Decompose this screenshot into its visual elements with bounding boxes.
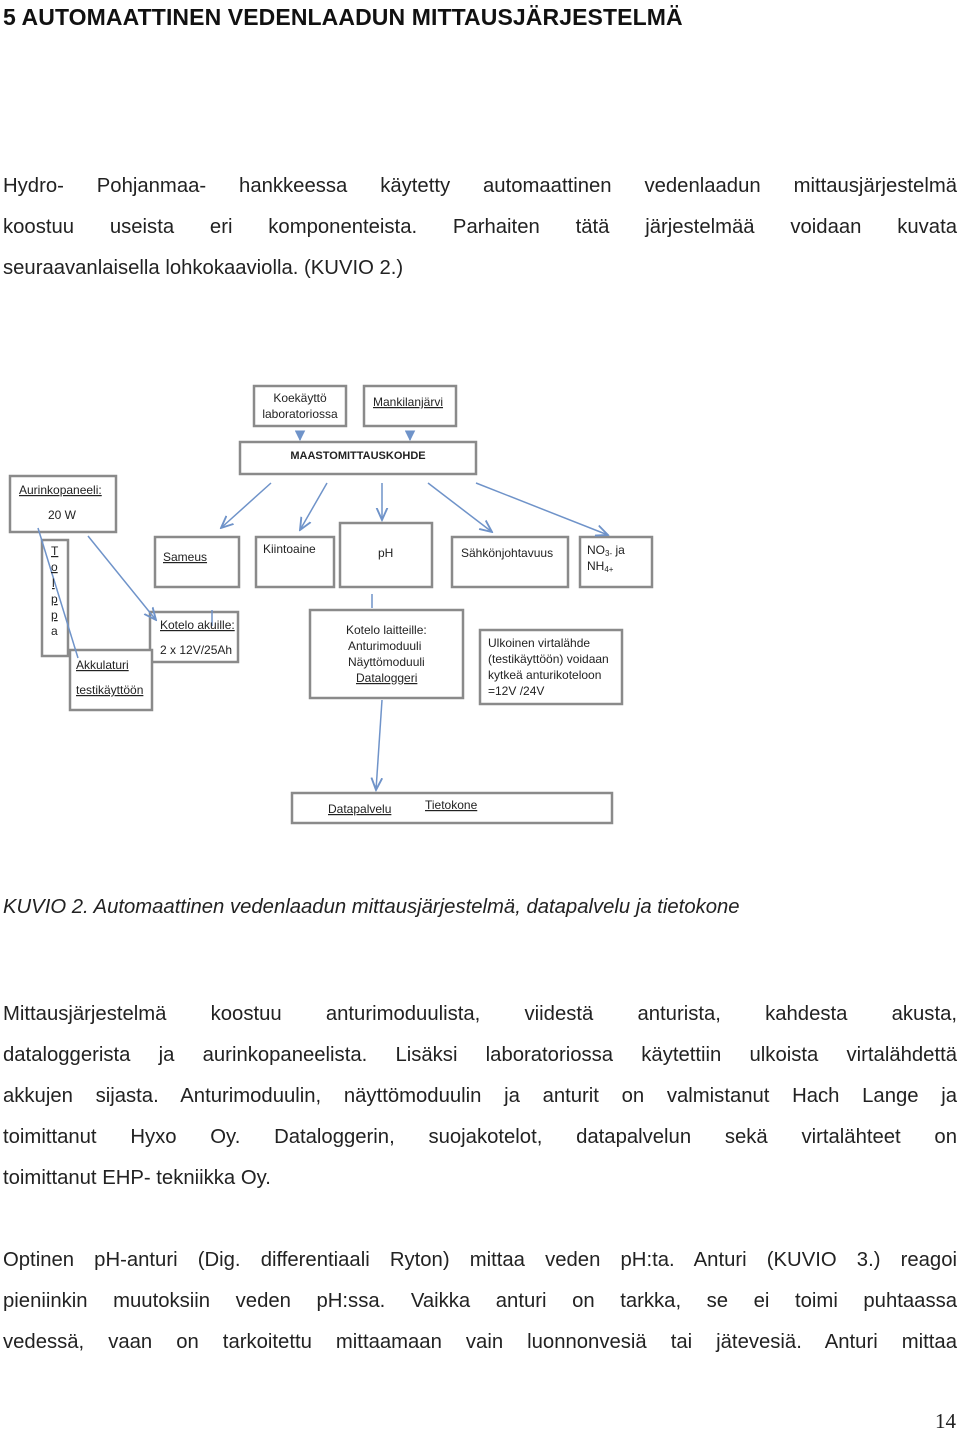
label-kotelo-akuille-2: 2 x 12V/25Ah [160, 643, 233, 657]
label-tolppa-0: T [51, 544, 59, 558]
label-nh4-prefix: NH [587, 559, 605, 573]
label-tolppa-2: l [52, 576, 55, 590]
label-koekaytto-2: laboratoriossa [262, 407, 338, 421]
arrow-to-kotelo-akuille [88, 536, 156, 620]
block-diagram [0, 380, 960, 830]
label-no3-sub: 3- [605, 549, 613, 558]
label-aurinkopaneeli-1: Aurinkopaneeli: [19, 483, 102, 497]
page-number: 14 [935, 1409, 956, 1433]
intro-line: Hydro- Pohjanmaa- hankkeessa käytetty automaattinen vedenlaadun mittausjärjestelmä [3, 175, 957, 197]
paragraph-components [3, 994, 957, 1199]
intro-paragraph [3, 166, 957, 289]
block-diagram-svg [0, 380, 960, 830]
section-heading: 5 AUTOMAATTINEN VEDENLAADUN MITTAUSJÄRJESTELMÄ [3, 4, 683, 30]
label-kotelo-laitteille-2: Anturimoduuli [348, 639, 422, 653]
box-sahkonjohtavuus [452, 537, 568, 587]
paragraph-line: vedessä, vaan on tarkoitettu mittaamaan vain luonnonvesiä tai jätevesiä. Anturi mittaa [3, 1331, 957, 1353]
arrow-to-kiintoaine [300, 483, 327, 530]
arrow-to-sahkonjohtavuus [428, 483, 492, 532]
paragraph-line: toimittanut Hyxo Oy. Dataloggerin, suojakotelot, datapalvelun sekä virtalähteet on [3, 1126, 957, 1148]
label-ulkoinen-2: (testikäyttöön) voidaan [488, 652, 609, 666]
paragraph-ph-sensor [3, 1240, 957, 1363]
paragraph-line: Optinen pH-anturi (Dig. differentiaali Ryton) mittaa veden pH:ta. Anturi (KUVIO 3.) reagoi [3, 1249, 957, 1271]
label-tolppa-5: a [51, 624, 58, 638]
label-maastomittauskohde: MAASTOMITTAUSKOHDE [290, 450, 426, 462]
intro-line: koostuu useista eri komponenteista. Parhaiten tätä järjestelmää voidaan kuvata [3, 216, 957, 238]
label-ulkoinen-3: kytkeä anturikoteloon [488, 668, 602, 682]
label-tolppa-1: o [51, 560, 58, 574]
label-sameus: Sameus [163, 550, 208, 564]
arrow-to-no3 [476, 483, 608, 535]
label-kotelo-laitteille-3: Näyttömoduuli [348, 655, 425, 669]
arrow-to-datapalvelu [376, 700, 382, 790]
paragraph-line: akkujen sijasta. Anturimoduulin, näyttömoduulin ja anturit on valmistanut Hach Lange ja [3, 1085, 957, 1107]
label-kotelo-laitteille-4: Dataloggeri [356, 671, 418, 685]
label-tolppa-4: p [51, 608, 58, 622]
label-tolppa-3: p [51, 592, 58, 606]
label-kotelo-akuille-1: Kotelo akuille: [160, 618, 235, 632]
label-sahkonjohtavuus: Sähkönjohtavuus [461, 546, 554, 560]
label-koekaytto-1: Koekäyttö [273, 391, 327, 405]
label-akkulaturi-2: testikäyttöön [76, 683, 144, 697]
arrow-to-sameus [221, 483, 271, 528]
label-akkulaturi-1: Akkulaturi [76, 658, 129, 672]
label-no3-prefix: NO [587, 543, 605, 557]
paragraph-line: dataloggerista ja aurinkopaneelista. Lisäksi laboratoriossa käytettiin ulkoista virtalähdettä [3, 1044, 957, 1066]
intro-line: seuraavanlaisella lohkokaaviolla. (KUVIO 2.) [3, 257, 404, 279]
label-nh4-sub: 4+ [604, 565, 614, 574]
label-ulkoinen-4: =12V /24V [488, 684, 545, 698]
label-no3-suffix: ja [612, 543, 625, 557]
label-ulkoinen-1: Ulkoinen virtalähde [488, 636, 591, 650]
label-kotelo-laitteille-1: Kotelo laitteille: [346, 623, 427, 637]
label-datapalvelu: Datapalvelu [328, 802, 392, 816]
paragraph-line: toimittanut EHP- tekniikka Oy. [3, 1167, 271, 1189]
label-tietokone: Tietokone [425, 798, 478, 812]
label-ph: pH [378, 546, 394, 560]
figure-caption: KUVIO 2. Automaattinen vedenlaadun mittausjärjestelmä, datapalvelu ja tietokone [3, 896, 740, 918]
label-aurinkopaneeli-2: 20 W [48, 508, 77, 522]
paragraph-line: Mittausjärjestelmä koostuu anturimoduulista, viidestä anturista, kahdesta akusta, [3, 1003, 957, 1025]
label-kiintoaine: Kiintoaine [263, 542, 316, 556]
paragraph-line: pieniinkin muutoksiin veden pH:ssa. Vaikka anturi on tarkka, se ei toimi puhtaassa [3, 1290, 957, 1312]
label-mankilanjarvi: Mankilanjärvi [372, 395, 444, 409]
